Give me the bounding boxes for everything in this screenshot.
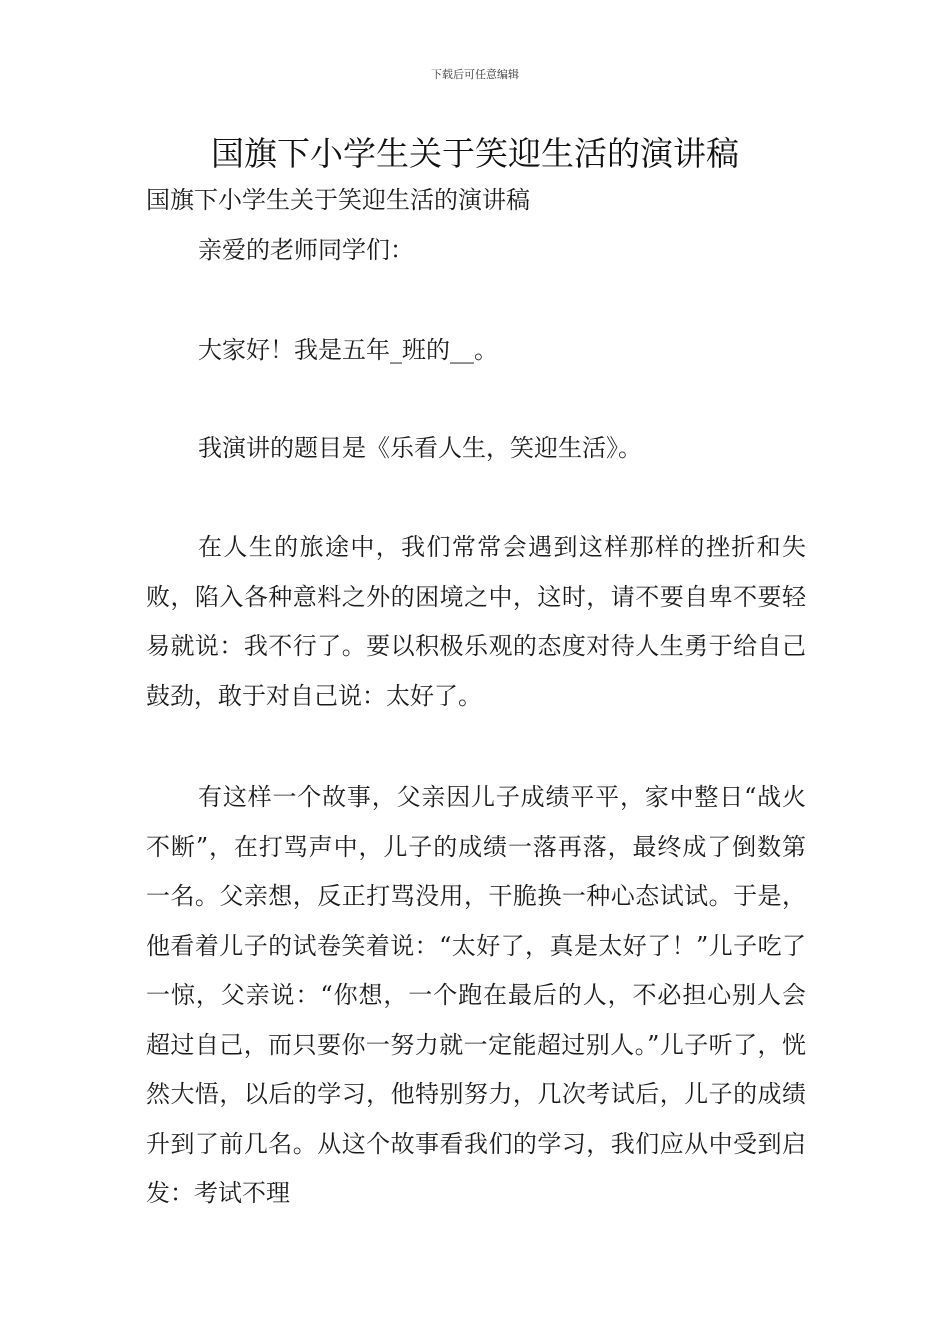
body-paragraph-1: 在人生的旅途中，我们常常会遇到这样那样的挫折和失败，陷入各种意料之外的困境之中，这时，请不要自卑不要轻易就说：我不行了。要以积极乐观的态度对待人生勇于给自己鼓劲，敢于对自己说：太好了。 (146, 533, 806, 710)
header-note: 下载后可任意编辑 (431, 68, 519, 81)
topic-paragraph: 我演讲的题目是《乐看人生，笑迎生活》。 (198, 434, 642, 462)
subtitle-line: 国旗下小学生关于笑迎生活的演讲稿 (146, 186, 530, 214)
body-paragraph-2: 有这样一个故事，父亲因儿子成绩平平，家中整日“战火不断”，在打骂声中，儿子的成绩一落再落，最终成了倒数第一名。父亲想，反正打骂没用，干脆换一种心态试试。于是，他看着儿子的试卷笑着说：“太好了，真是太好了！”儿子吃了一惊，父亲说：“你想，一个跑在最后的人，不必担心别人会超过自己，而只要你一努力就一定能超过别人。”儿子听了，恍然大悟，以后的学习，他特别努力，几次考试后，儿子的成绩升到了前几名。从这个故事看我们的学习，我们应从中受到启发：考试不理 (146, 783, 806, 1207)
document-title: 国旗下小学生关于笑迎生活的演讲稿 (211, 134, 739, 173)
greeting-paragraph: 亲爱的老师同学们： (198, 236, 414, 264)
intro-paragraph: 大家好！我是五年_班的__。 (198, 336, 498, 364)
